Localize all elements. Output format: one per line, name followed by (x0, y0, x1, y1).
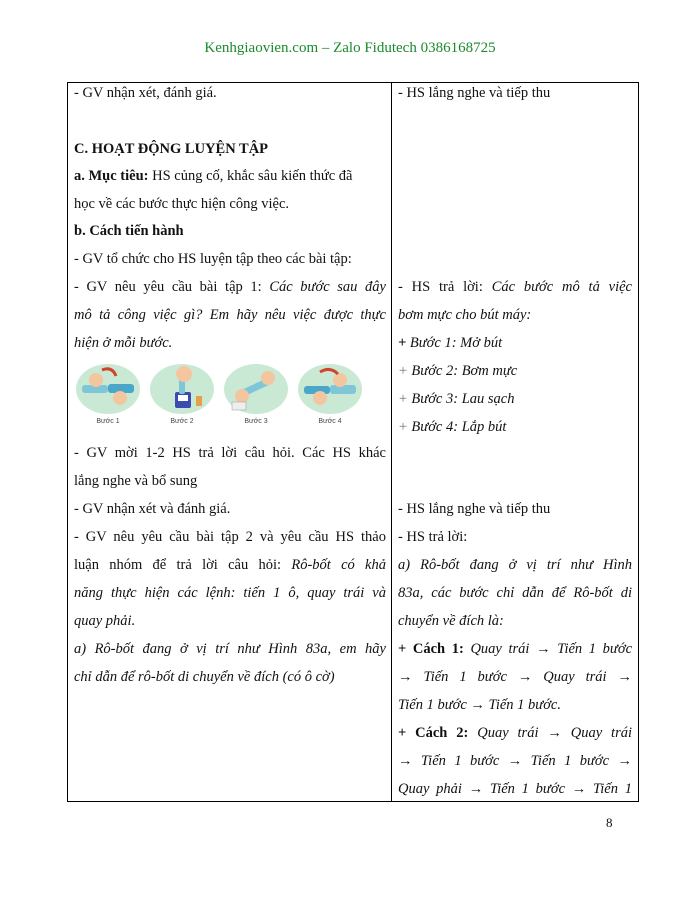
left-line: - GV mời 1-2 HS trả lời câu hỏi. Các HS khác (74, 445, 386, 461)
exercise2-line-6: chỉ dẫn để rô-bốt di chuyển về đích (có ô cờ) (74, 669, 335, 685)
fill-ink-illustration (148, 362, 216, 416)
step-caption: Bước 3 (244, 418, 268, 425)
step-answer (398, 417, 506, 437)
right-line: - HS lắng nghe và tiếp thu (398, 501, 551, 517)
answer2-line: a) Rô-bốt đang ở vị trí như Hình (398, 557, 632, 573)
way2-text: Quay trái → Quay trái (468, 725, 633, 741)
answer1-italic: Các bước mô tả việc (491, 279, 632, 295)
exercise2-text: luận nhóm để trả lời câu hỏi: (74, 557, 292, 573)
plus-mark: + (398, 391, 412, 407)
plus-mark: + (398, 363, 412, 379)
right-line: - HS lắng nghe và tiếp thu (398, 85, 551, 101)
left-line: lắng nghe và bổ sung (74, 473, 198, 489)
objective-line-2: học về các bước thực hiện công việc. (74, 196, 290, 212)
answer2-line: 83a, các bước chỉ dẫn để Rô-bốt di (398, 585, 632, 601)
exercise2-line-3: năng thực hiện các lệnh: tiến 1 ô, quay trái và (74, 585, 386, 601)
open-pen-illustration (74, 362, 142, 416)
page-number: 8 (606, 815, 613, 830)
way2-line-3: Quay phải → Tiến 1 bước → Tiến 1 (398, 781, 632, 797)
answer1-line (398, 277, 632, 297)
way1-line-3: Tiến 1 bước → Tiến 1 bước. (398, 697, 561, 713)
step-figure (296, 362, 364, 432)
way1-text: Quay trái → Tiến 1 bước (463, 641, 633, 657)
step-caption: Bước 2 (170, 418, 194, 425)
objective-text: HS củng cố, khắc sâu kiến thức đã (148, 168, 353, 184)
way2-line (398, 723, 632, 743)
way2-label: + Cách 2: (398, 725, 469, 741)
left-line: - GV tổ chức cho HS luyện tập theo các bài tập: (74, 251, 352, 267)
exercise2-line-2 (74, 555, 386, 575)
way2-line-2: → Tiến 1 bước → Tiến 1 bước → (398, 753, 632, 769)
answer2-line: chuyển về đích là: (398, 613, 504, 629)
step-figure (222, 362, 290, 432)
page-header: Kenhgiaovien.com – Zalo Fidutech 0386168725 (204, 40, 496, 56)
plus-mark: + (398, 335, 410, 351)
exercise2-line-4: quay phải. (74, 613, 136, 629)
exercise2-question: Rô-bốt có khả (291, 557, 386, 573)
step-answer-text: Bước 4: Lắp bút (411, 419, 507, 435)
step-caption: Bước 4 (318, 418, 342, 425)
answer1-text: - HS trả lời: (398, 279, 492, 295)
left-line: - GV nhận xét, đánh giá. (74, 85, 217, 101)
step-answer (398, 361, 517, 381)
student-column (392, 83, 639, 802)
right-line: - HS trả lời: (398, 529, 468, 545)
plus-mark: + (398, 419, 412, 435)
section-title: C. HOẠT ĐỘNG LUYỆN TẬP (74, 141, 269, 157)
objective-label: a. Mục tiêu: (74, 168, 149, 184)
step-figure (148, 362, 216, 432)
step-figure (74, 362, 142, 432)
pen-refill-steps (74, 362, 360, 432)
left-line: - GV nhận xét và đánh giá. (74, 501, 231, 517)
wipe-pen-illustration (222, 362, 290, 416)
step-answer (398, 389, 514, 409)
way1-label: + Cách 1: (398, 641, 464, 657)
exercise1-question: Các bước sau đây (269, 279, 386, 295)
exercise1-line-2: mô tả công việc gì? Em hãy nêu việc được thực (74, 307, 386, 323)
step-caption: Bước 1 (96, 418, 120, 425)
lesson-table (67, 82, 639, 802)
close-pen-illustration (296, 362, 364, 416)
exercise1-line (74, 277, 386, 297)
way1-line (398, 639, 632, 659)
exercise2-line: - GV nêu yêu cầu bài tập 2 và yêu cầu HS thảo (74, 529, 386, 545)
exercise1-text: - GV nêu yêu cầu bài tập 1: (74, 279, 270, 295)
exercise2-line-5: a) Rô-bốt đang ở vị trí như Hình 83a, em hãy (74, 641, 386, 657)
step-answer-text: Bước 3: Lau sạch (411, 391, 515, 407)
way1-line-2: → Tiến 1 bước → Quay trái → (398, 669, 632, 685)
teacher-column (68, 83, 392, 802)
step-answer-text: Bước 2: Bơm mực (411, 363, 518, 379)
method-label: b. Cách tiến hành (74, 223, 184, 239)
answer1-line-2: bơm mực cho bút máy: (398, 307, 532, 323)
objective-line (74, 166, 386, 186)
step-answer (398, 333, 502, 353)
exercise1-line-3: hiện ở mỗi bước. (74, 335, 173, 351)
step-answer-text: Bước 1: Mở bút (409, 335, 503, 351)
